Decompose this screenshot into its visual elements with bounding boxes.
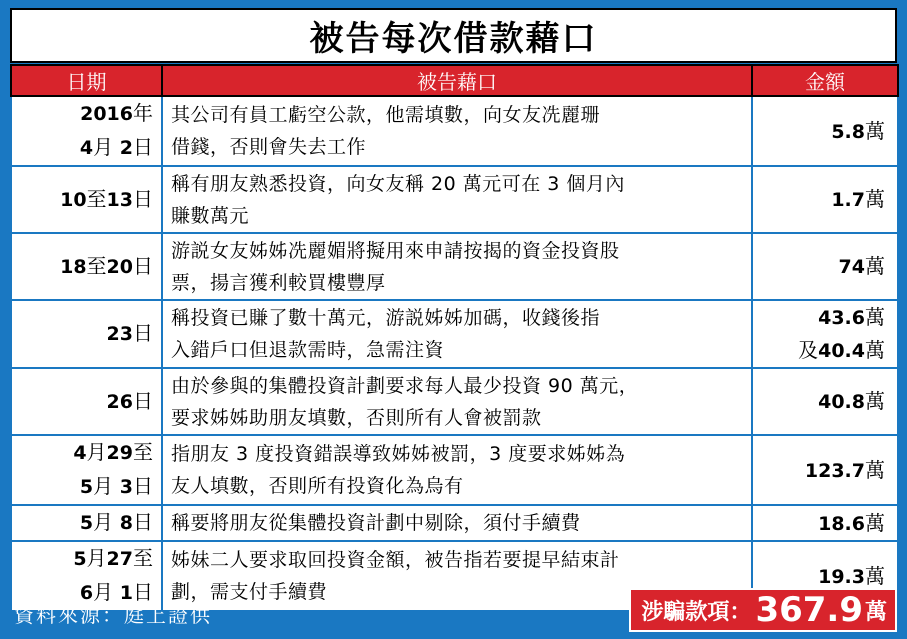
excuse-cell: 姊妹二人要求取回投資金額，被告指若要提早結束計 劃，需支付手續費: [162, 541, 752, 611]
excuse-cell: 稱要將朋友從集體投資計劃中剔除，須付手續費: [162, 505, 752, 541]
date-cell: 5月 8日: [11, 505, 162, 541]
amount-cell: 74萬: [752, 233, 898, 300]
excuse-cell: 稱有朋友熟悉投資，向女友稱 20 萬元可在 3 個月內 賺數萬元: [162, 166, 752, 233]
table-row: [11, 435, 898, 505]
amount-cell: 1.7萬: [752, 166, 898, 233]
source-note: 資料來源：庭上證供: [14, 603, 212, 627]
amount-cell: 19.3萬: [752, 541, 898, 611]
amount-cell: 5.8萬: [752, 96, 898, 166]
date-cell: 18至20日: [11, 233, 162, 300]
header-amount: 金額: [752, 65, 898, 96]
total-value: 367.9: [755, 590, 863, 630]
amount-cell: 43.6萬 及40.4萬: [752, 300, 898, 368]
table-row: [11, 300, 898, 368]
amount-cell: 18.6萬: [752, 505, 898, 541]
total-label: 涉騙款項：: [641, 599, 752, 625]
date-cell: 10至13日: [11, 166, 162, 233]
excuse-table: [10, 64, 899, 612]
amount-cell: 123.7萬: [752, 435, 898, 505]
date-cell: 2016年 4月 2日: [11, 96, 162, 166]
date-cell: 5月27至 6月 1日: [11, 541, 162, 611]
total-box: [629, 588, 897, 632]
amount-cell: 40.8萬: [752, 368, 898, 435]
excuse-cell: 游説女友姊姊冼麗媚將擬用來申請按揭的資金投資股 票，揚言獲利較買樓豐厚: [162, 233, 752, 300]
date-cell: 26日: [11, 368, 162, 435]
header-excuse: 被告藉口: [162, 65, 752, 96]
table-row: [11, 368, 898, 435]
total-unit: 萬: [864, 599, 887, 625]
table-row: [11, 96, 898, 166]
header-row: [11, 65, 898, 96]
date-cell: 4月29至 5月 3日: [11, 435, 162, 505]
page-title: 被告每次借款藉口: [309, 19, 598, 59]
table-row: [11, 166, 898, 233]
excuse-cell: 稱投資已賺了數十萬元，游説姊姊加碼，收錢後指 入錯戶口但退款需時，急需注資: [162, 300, 752, 368]
header-date: 日期: [11, 65, 162, 96]
table-row: [11, 505, 898, 541]
excuse-cell: 指朋友 3 度投資錯誤導致姊姊被罰，3 度要求姊姊為 友人填數，否則所有投資化為烏有: [162, 435, 752, 505]
title-box: [10, 8, 897, 63]
table-row: [11, 233, 898, 300]
date-cell: 23日: [11, 300, 162, 368]
excuse-cell: 由於參與的集體投資計劃要求每人最少投資 90 萬元， 要求姊姊助朋友填數，否則所有人會被罰款: [162, 368, 752, 435]
excuse-cell: 其公司有員工虧空公款，他需填數，向女友冼麗珊 借錢，否則會失去工作: [162, 96, 752, 166]
